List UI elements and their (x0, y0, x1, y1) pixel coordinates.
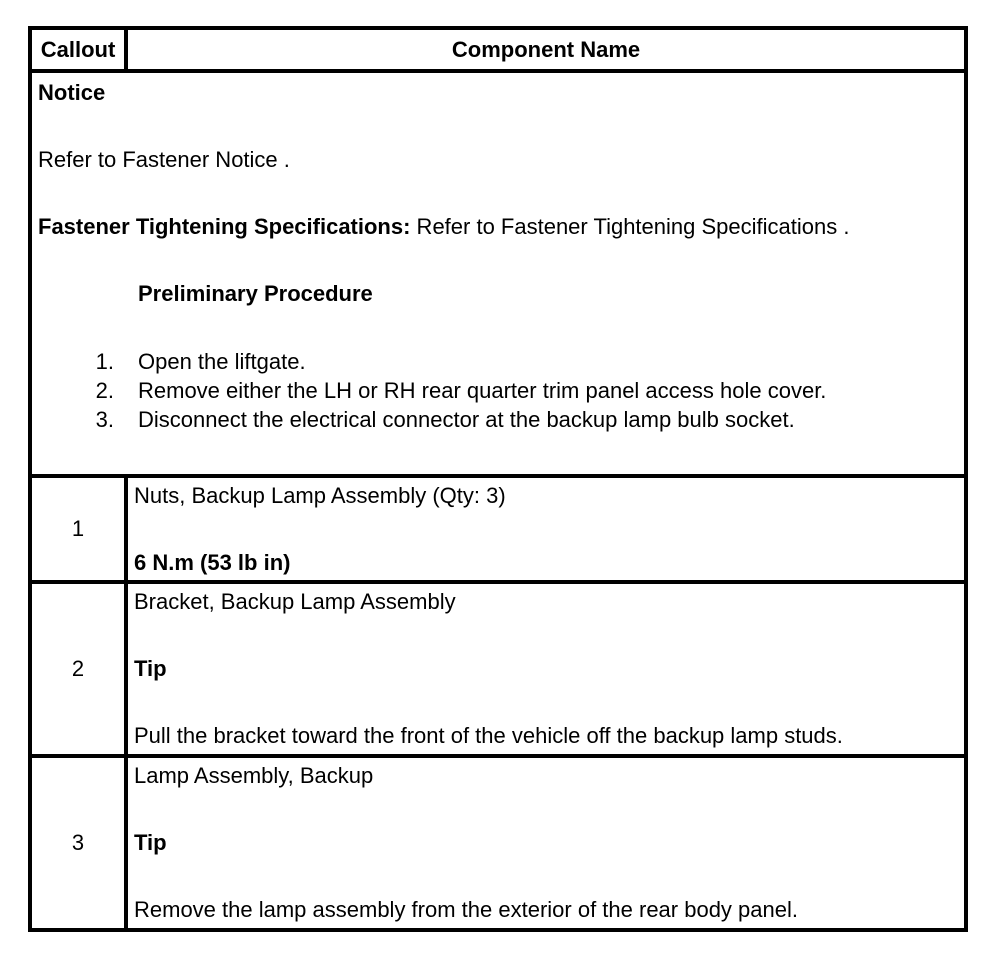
step-text: Remove either the LH or RH rear quarter trim panel access hole cover. (138, 378, 827, 403)
component-table (28, 26, 968, 932)
step-number: 2. (95, 378, 114, 403)
tip-label: Tip (134, 656, 167, 681)
step-number: 1. (95, 349, 114, 374)
procedure-title: Preliminary Procedure (138, 281, 373, 306)
tip-label: Tip (134, 830, 167, 855)
step-text: Disconnect the electrical connector at the backup lamp bulb socket. (138, 407, 795, 432)
callout-number: 1 (32, 478, 128, 580)
table-header-row (32, 30, 964, 69)
table-row (32, 580, 964, 754)
torque-spec: 6 N.m (53 lb in) (134, 550, 291, 575)
step-number: 3. (95, 407, 114, 432)
fastener-spec-label: Fastener Tightening Specifications: (38, 214, 411, 239)
table-row (32, 474, 964, 580)
component-cell (128, 584, 964, 754)
callout-number: 2 (32, 584, 128, 754)
table-row (32, 754, 964, 928)
list-item (38, 405, 958, 434)
step-text: Open the liftgate. (138, 349, 306, 374)
fastener-spec-text: Refer to Fastener Tightening Specifications . (410, 214, 850, 239)
fastener-spec-line (38, 213, 958, 241)
component-name: Nuts, Backup Lamp Assembly (Qty: 3) (134, 483, 506, 508)
component-cell (128, 758, 964, 928)
notice-title: Notice (38, 80, 106, 105)
fastener-notice-ref: Refer to Fastener Notice . (38, 147, 290, 172)
list-item (38, 376, 958, 405)
tip-text: Remove the lamp assembly from the exterior of the rear body panel. (134, 897, 798, 922)
tip-text: Pull the bracket toward the front of the vehicle off the backup lamp studs. (134, 723, 843, 748)
list-item (38, 347, 958, 376)
component-cell (128, 478, 964, 580)
header-component-name: Component Name (451, 36, 641, 62)
callout-number: 3 (32, 758, 128, 928)
procedure-steps (38, 347, 958, 434)
component-name: Lamp Assembly, Backup (134, 763, 374, 788)
header-callout: Callout (32, 30, 128, 69)
component-name: Bracket, Backup Lamp Assembly (134, 589, 456, 614)
notice-section (32, 69, 964, 474)
